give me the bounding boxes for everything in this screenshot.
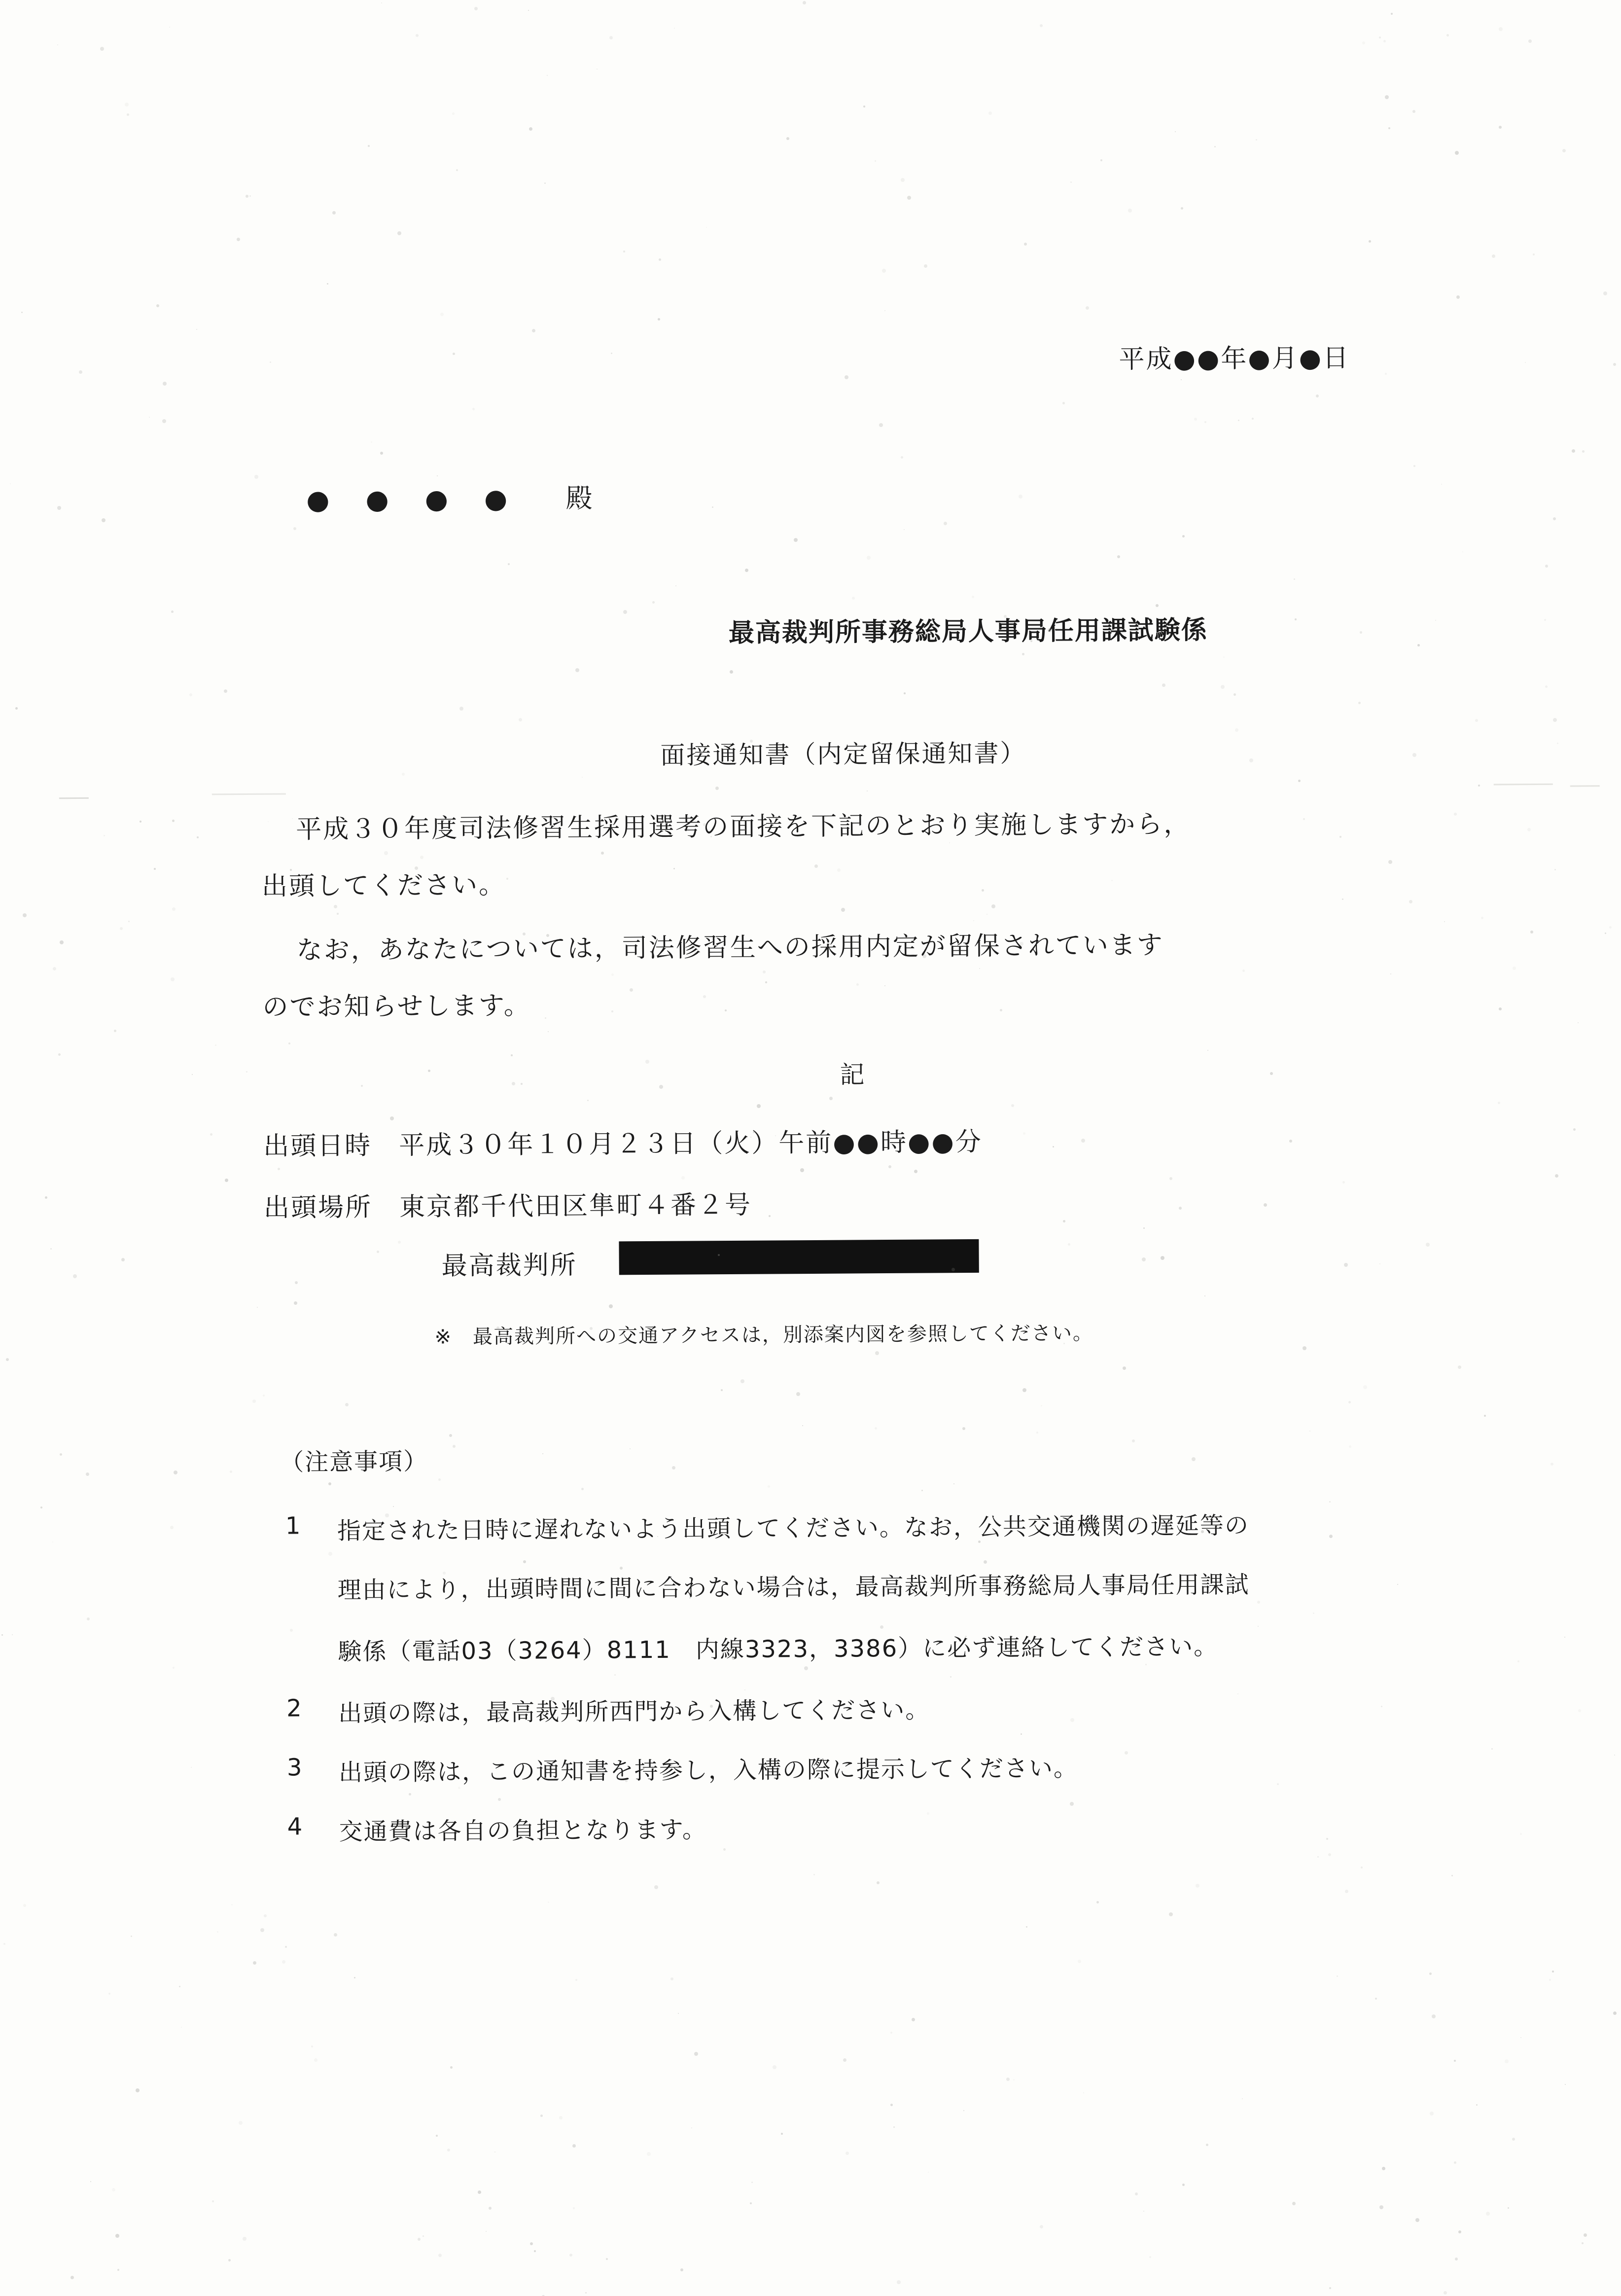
- sender-organization: 最高裁判所事務総局人事局任用課試験係: [728, 615, 1208, 648]
- detail-row-place-second-line: 最高裁判所: [441, 1250, 577, 1281]
- document-title: 面接通知書（内定留保通知書）: [660, 739, 1026, 770]
- scan-artifact-line-right: [1494, 784, 1553, 786]
- caution-item-1-line-1: 指定された日時に遅れないよう出頭してください。なお，公共交通機関の遅延等の: [337, 1511, 1250, 1545]
- detail-row-place: [264, 1184, 752, 1224]
- caution-item-1-line-3: 験係（電話03（3264）8111 内線3323，3386）に必ず連絡してください。: [338, 1632, 1219, 1666]
- caution-item-number-3: 3: [286, 1754, 303, 1782]
- document-date: 平成●●年●月●日: [1119, 343, 1350, 375]
- detail-value-place: 東京都千代田区隼町４番２号: [399, 1190, 752, 1222]
- detail-label-place: 出頭場所: [263, 1192, 373, 1223]
- caution-item-1-line-2: 理由により，出頭時間に間に合わない場合は，最高裁判所事務総局人事局任用課試: [337, 1571, 1250, 1604]
- detail-value-datetime: 平成３０年１０月２３日（火）午前●●時●●分: [399, 1127, 983, 1161]
- redaction-bar: [619, 1239, 979, 1275]
- caution-heading: （注意事項）: [280, 1447, 428, 1476]
- caution-item-2-line-1: 出頭の際は，最高裁判所西門から入構してください。: [338, 1696, 930, 1727]
- body-paragraph-1-line-1: 平成３０年度司法修習生採用選考の面接を下記のとおり実施しますから，: [296, 809, 1191, 845]
- scan-artifact-line-mid: [212, 793, 286, 795]
- detail-row-datetime: [263, 1121, 983, 1162]
- scan-artifact-line-right-2: [1570, 785, 1600, 787]
- scan-artifact-line-left: [59, 797, 89, 799]
- body-paragraph-2-line-2: のでお知らせします。: [262, 991, 531, 1022]
- body-paragraph-1-line-2: 出頭してください。: [261, 870, 506, 901]
- ki-marker: 記: [840, 1060, 866, 1089]
- caution-item-number-4: 4: [287, 1813, 303, 1841]
- caution-item-4-line-1: 交通費は各自の負担となります。: [339, 1816, 707, 1846]
- detail-label-datetime: 出頭日時: [263, 1131, 372, 1161]
- body-paragraph-2-line-1: なお，あなたについては，司法修習生への採用内定が留保されています: [296, 930, 1164, 966]
- access-note: ※ 最高裁判所への交通アクセスは，別添案内図を参照してください。: [434, 1322, 1094, 1349]
- caution-item-number-2: 2: [286, 1694, 302, 1722]
- caution-item-3-line-1: 出頭の際は，この通知書を持参し，入構の際に提示してください。: [338, 1754, 1079, 1787]
- addressee-line: ● ● ● ● 殿: [306, 482, 606, 516]
- caution-item-number-1: 1: [285, 1512, 301, 1540]
